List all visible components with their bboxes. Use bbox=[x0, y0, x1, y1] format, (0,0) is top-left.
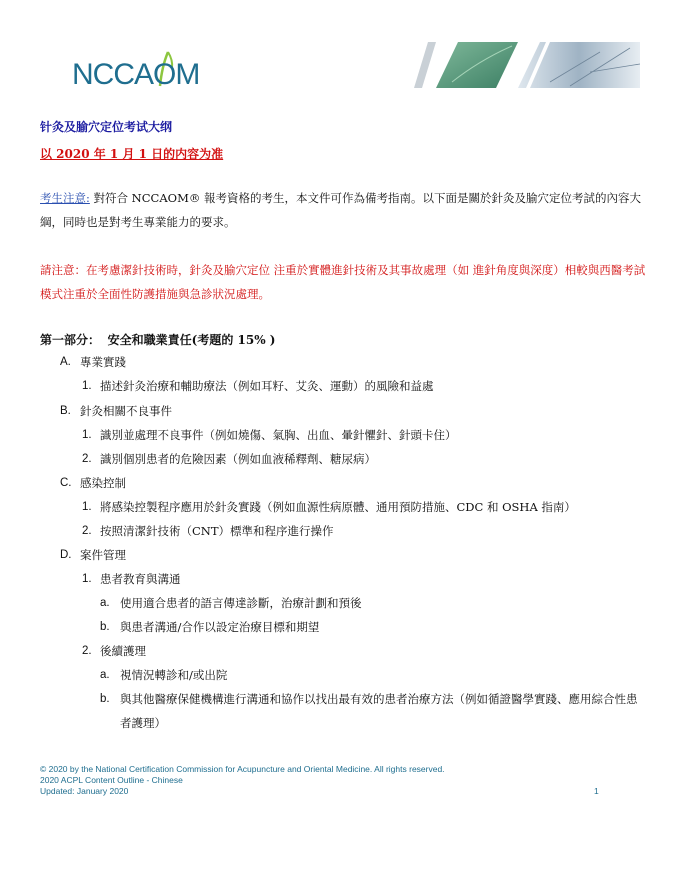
list-marker: 1. bbox=[82, 429, 92, 441]
list-marker: b. bbox=[100, 621, 110, 633]
list-marker: a. bbox=[100, 669, 110, 681]
list-item-text: 視情況轉診和/或出院 bbox=[120, 668, 228, 682]
list-item-text: 感染控制 bbox=[80, 476, 126, 490]
section-heading bbox=[40, 331, 275, 348]
list-item-text: 專業實踐 bbox=[80, 355, 126, 369]
footer bbox=[40, 764, 445, 797]
header-banner-image bbox=[400, 42, 640, 88]
list-marker: 2. bbox=[82, 453, 92, 465]
effective-date: 以 2020 年 1 月 1 日的内容为准 bbox=[40, 147, 224, 161]
list-marker: b. bbox=[100, 693, 110, 705]
list-marker: 1. bbox=[82, 573, 92, 585]
list-marker: C. bbox=[60, 477, 72, 489]
list-item-text: 與患者溝通/合作以設定治療目標和期望 bbox=[120, 620, 320, 634]
list-marker: a. bbox=[100, 597, 110, 609]
list-item-text: 後續護理 bbox=[100, 644, 146, 658]
intro-paragraph bbox=[40, 186, 650, 234]
list-item-text: 案件管理 bbox=[80, 548, 126, 562]
footer-doc-name: 2020 ACPL Content Outline - Chinese bbox=[40, 775, 183, 785]
list-item-text: 使用適合患者的語言傳達診斷，治療計劃和預後 bbox=[120, 596, 362, 610]
list-item-text: 將感染控製程序應用於針灸實踐（例如血源性病原體、通用預防措施、CDC 和 OSHA 指南） bbox=[100, 500, 576, 514]
nccaom-logo bbox=[72, 46, 222, 94]
list-item-text: 描述針灸治療和輔助療法（例如耳籽、艾灸、運動）的風險和益處 bbox=[100, 379, 434, 393]
footer-copyright: © 2020 by the National Certification Commission for Acupuncture and Oriental Medicine. All rights reserved. bbox=[40, 764, 445, 774]
document-title: 针灸及腧穴定位考试大纲 bbox=[40, 120, 173, 134]
list-item-text: 識別個別患者的危險因素（例如血液稀釋劑、糖尿病） bbox=[100, 452, 376, 466]
list-marker: 2. bbox=[82, 645, 92, 657]
section-title: 安全和職業責任(考題的 15% ) bbox=[107, 333, 276, 347]
list-marker: B. bbox=[60, 405, 71, 417]
list-item-text: 識別並處理不良事件（例如燒傷、氣胸、出血、暈針懼針、針頭卡住） bbox=[100, 428, 457, 442]
list-item-text: 針灸相關不良事件 bbox=[80, 404, 172, 418]
notice-paragraph: 請注意：在考慮潔針技術時，針灸及腧穴定位 注重於實體進針技術及其事故處理（如 進針角度與深度）相較與西醫考試模式注重於全面性防護措施與急診狀況處理。 bbox=[40, 263, 646, 301]
list-marker: 1. bbox=[82, 501, 92, 513]
logo-text: NCCAOM bbox=[72, 58, 200, 91]
list-item-text: 與其他醫療保健機構進行溝通和協作以找出最有效的患者治療方法（例如循證醫學實踐、應用綜合性患者護理） bbox=[120, 692, 638, 730]
list-marker: 2. bbox=[82, 525, 92, 537]
list-marker: 1. bbox=[82, 380, 92, 392]
footer-updated: Updated: January 2020 bbox=[40, 786, 129, 796]
list-marker: D. bbox=[60, 549, 72, 561]
list-item-text: 按照清潔針技術（CNT）標準和程序進行操作 bbox=[100, 524, 334, 538]
section-label: 第一部分： bbox=[40, 333, 101, 347]
list-item-text: 患者教育與溝通 bbox=[100, 572, 181, 586]
intro-body: 對符合 NCCAOM® 報考資格的考生，本文件可作為備考指南。以下面是關於針灸及腧穴定位考試的內容大綱，同時也是對考生專業能力的要求。 bbox=[40, 191, 642, 229]
intro-lead: 考生注意: bbox=[40, 191, 90, 205]
list-marker: A. bbox=[60, 356, 71, 368]
page-number: 1 bbox=[594, 786, 599, 796]
